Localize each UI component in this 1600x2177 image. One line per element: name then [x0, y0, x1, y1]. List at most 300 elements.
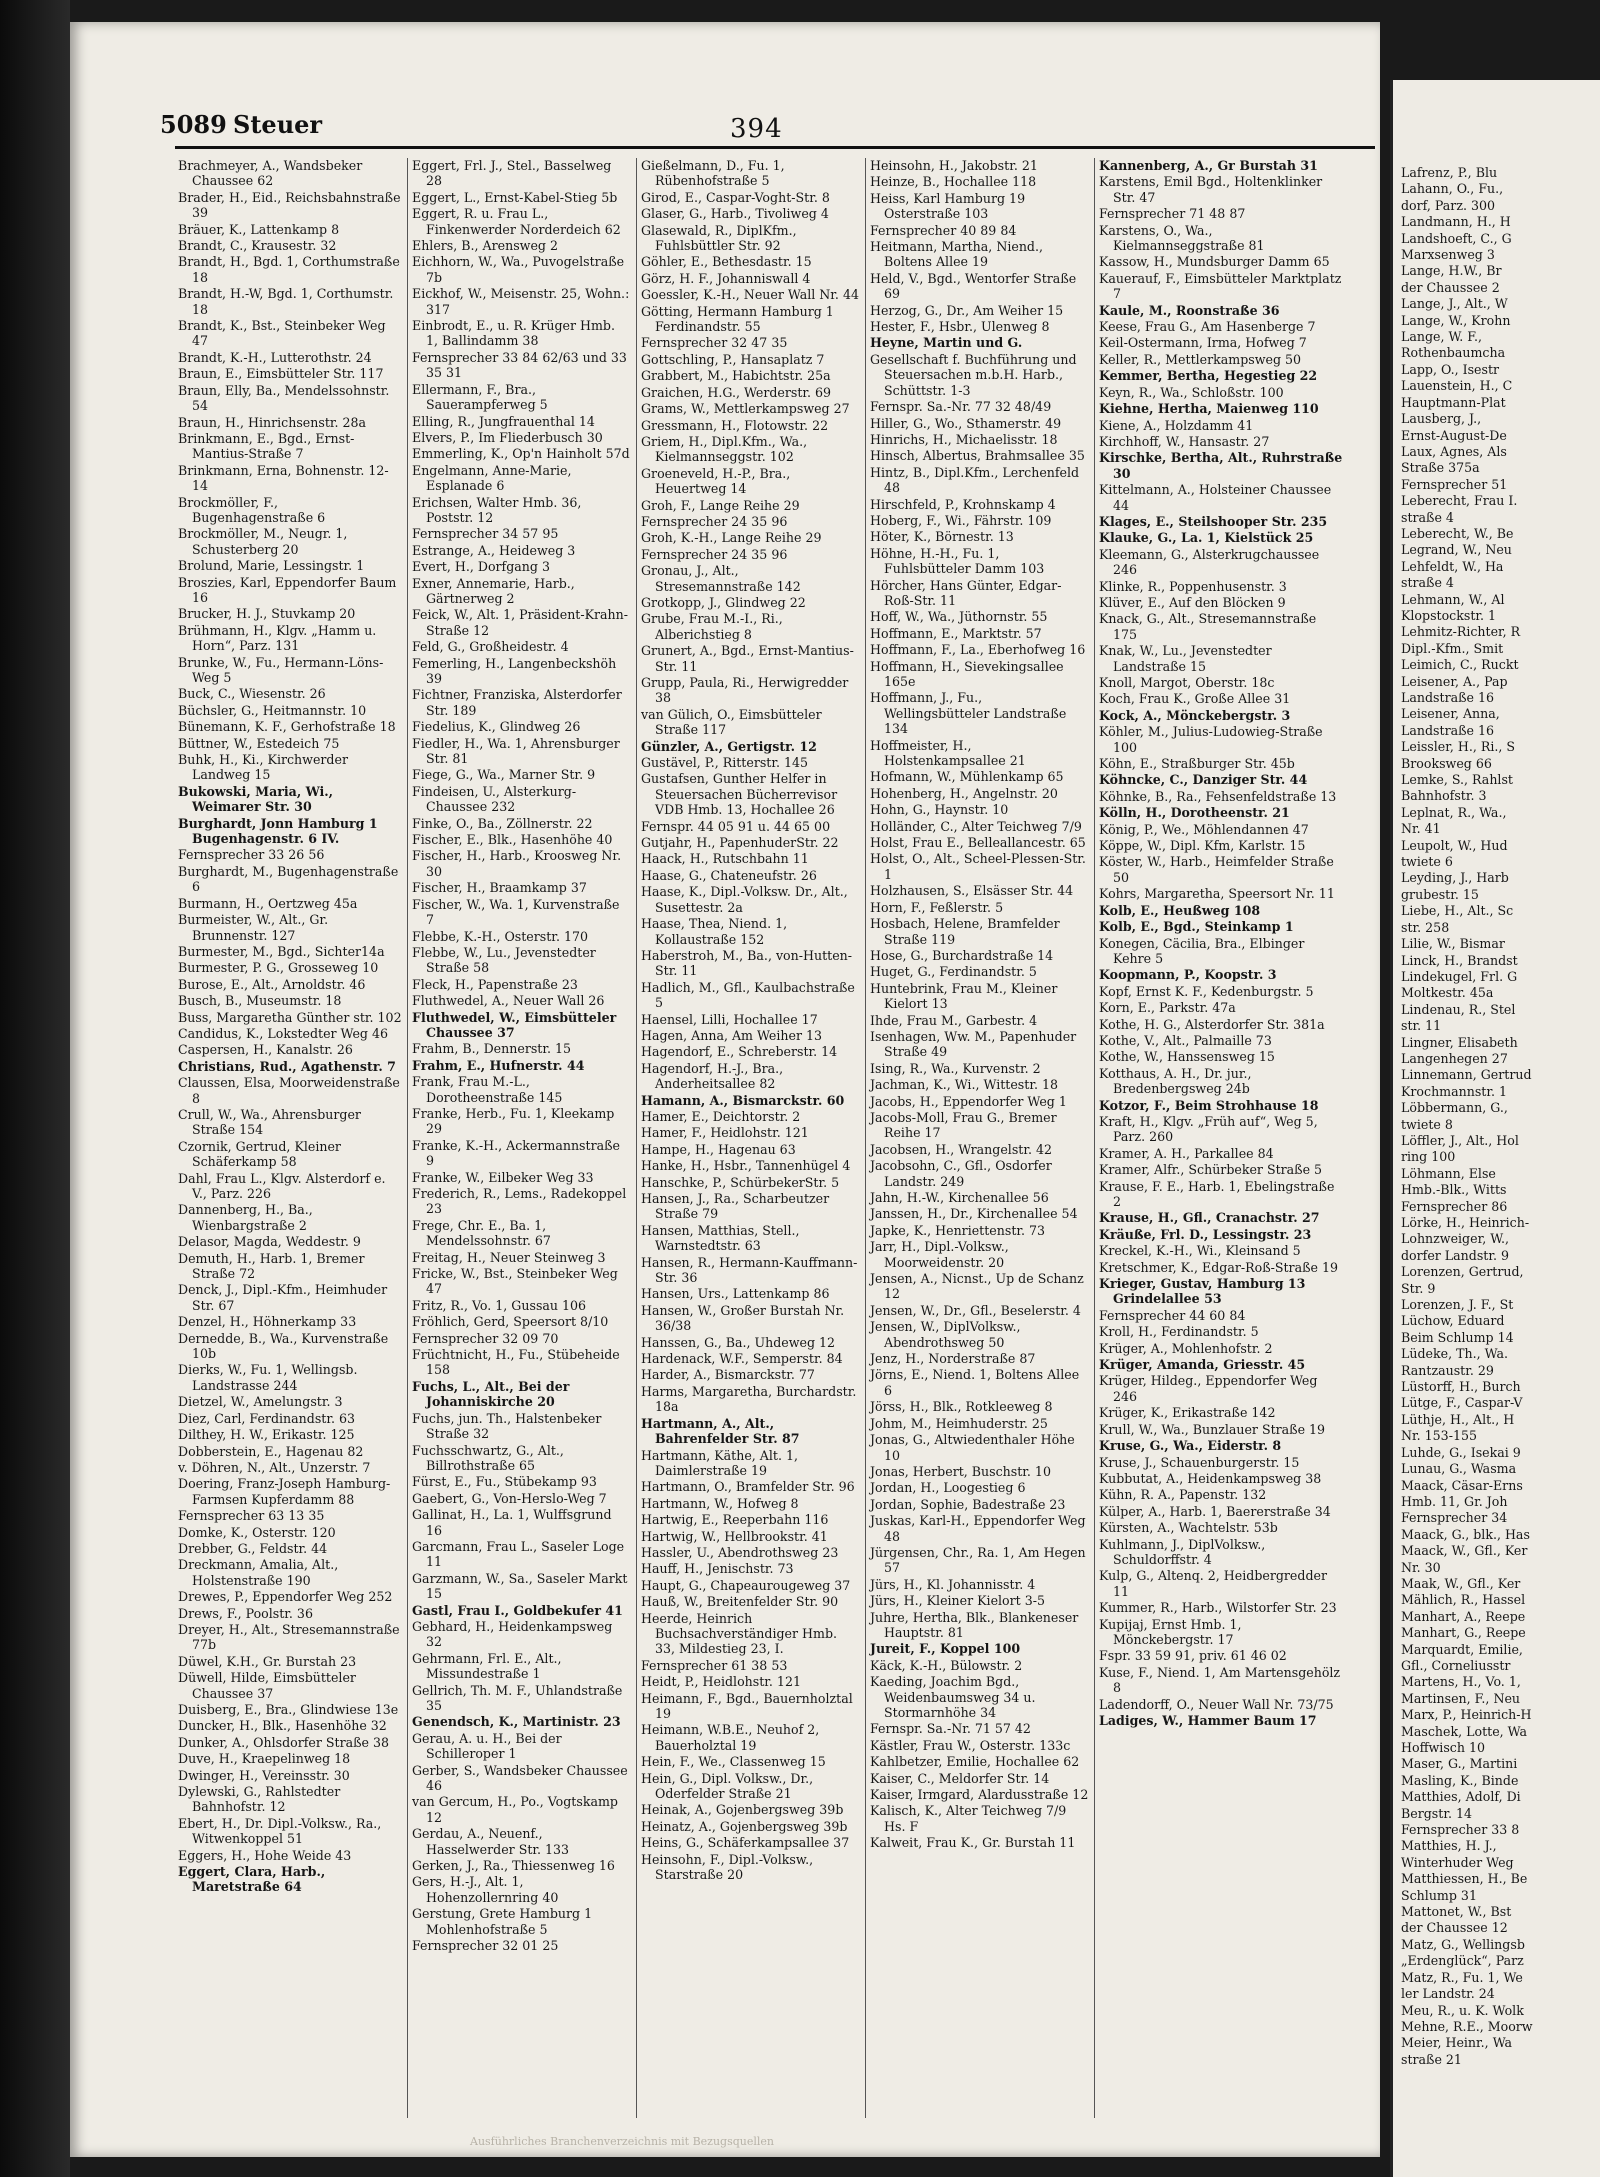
directory-entry: Dannenberg, H., Ba., Wienbargstraße 2	[178, 1202, 313, 1233]
entry-column-4	[865, 158, 1089, 2118]
directory-entry: Brucker, H. J., Stuvkamp 20	[178, 606, 356, 622]
directory-entry: Jachman, K., Wi., Wittestr. 18	[870, 1077, 1058, 1093]
directory-entry: Gutjahr, H., PapenhuderStr. 22	[641, 835, 839, 851]
directory-entry: Fernsprecher 24 35 96	[641, 546, 788, 562]
directory-entry: Heinze, B., Hochallee 118	[870, 174, 1037, 190]
next-page-entry-fragment: Straße 375a	[1401, 460, 1480, 476]
directory-entry: Jacobsohn, C., Gfl., Osdorfer Landstr. 249	[870, 1158, 1052, 1189]
directory-entry: Dietzel, W., Amelungstr. 3	[178, 1394, 343, 1410]
directory-entry: Gressmann, H., Flotowstr. 22	[641, 417, 829, 433]
directory-entry: Brühmann, H., Klgv. „Hamm u. Horn“, Parz. 131	[178, 622, 377, 654]
directory-entry: Ehlers, B., Arensweg 2	[412, 238, 558, 254]
directory-entry: Czornik, Gertrud, Kleiner Schäferkamp 58	[178, 1138, 341, 1170]
directory-entry: Grabbert, M., Habichtstr. 25a	[641, 368, 831, 384]
directory-entry: Brandt, H., Bgd. 1, Corthumstraße 18	[178, 254, 400, 285]
directory-entry: Göhler, E., Bethesdastr. 15	[641, 254, 812, 270]
directory-entry: Frank, Frau M.-L., Dorotheenstraße 145	[412, 1074, 563, 1105]
directory-entry: Denck, J., Dipl.-Kfm., Heimhuder Str. 67	[178, 1282, 388, 1313]
next-page-entry-fragment: Str. 9	[1401, 1280, 1436, 1296]
directory-entry: Burmester, M., Bgd., Sichter14a	[178, 943, 385, 959]
next-page-entry-fragment: Mattonet, W., Bst	[1401, 1904, 1512, 1920]
directory-entry: Demuth, H., Harb. 1, Bremer Straße 72	[178, 1250, 365, 1282]
next-page-entry-fragment: Maack, G., blk., Has	[1401, 1526, 1530, 1542]
directory-entry: Einbrodt, E., u. R. Krüger Hmb. 1, Ballindamm 38	[412, 318, 616, 349]
next-page-entry-fragment: Nr. 153-155	[1401, 1428, 1477, 1444]
directory-entry: Holländer, C., Alter Teichweg 7/9	[870, 818, 1082, 834]
directory-entry: Brunke, W., Fu., Hermann-Löns-Weg 5	[178, 654, 384, 685]
next-page-entry-fragment: Leberecht, W., Be	[1401, 525, 1514, 541]
directory-entry: Jordan, Sophie, Badestraße 23	[870, 1496, 1066, 1512]
directory-entry: Juskas, Karl-H., Eppendorfer Weg 48	[870, 1513, 1086, 1544]
next-page-entry-fragment: Lange, W. F.,	[1401, 329, 1483, 345]
directory-entry: Kuse, F., Niend. 1, Am Martensgehölz 8	[1099, 1664, 1341, 1696]
next-page-entry-fragment: Löhmann, Else	[1401, 1165, 1496, 1181]
directory-entry: Haensel, Lilli, Hochallee 17	[641, 1011, 818, 1027]
next-page-entry-fragment: Winterhuder Weg	[1401, 1854, 1514, 1870]
next-page-entry-fragment: Marxsenweg 3	[1401, 247, 1495, 263]
directory-entry: Ladiges, W., Hammer Baum 17	[1099, 1713, 1317, 1728]
next-page-entry-fragment: Langenhegen 27	[1401, 1050, 1508, 1066]
directory-entry: Fuchsschwartz, G., Alt., Billrothstraße 65	[412, 1442, 564, 1473]
directory-entry: Hoffmann, H., Sievekingsallee 165e	[870, 658, 1064, 689]
directory-entry: Held, V., Bgd., Wentorfer Straße 69	[870, 270, 1077, 302]
next-page-entry-fragment: Dipl.-Kfm., Smit	[1401, 640, 1504, 656]
directory-entry: Brockmöller, M., Neugr. 1, Schusterberg 20	[178, 526, 348, 557]
directory-entry: Jacobs, H., Eppendorfer Weg 1	[870, 1093, 1067, 1109]
directory-entry: Doering, Franz-Joseph Hamburg-Farmsen Kupferdamm 88	[178, 1476, 391, 1507]
directory-entry: Fürst, E., Fu., Stübekamp 93	[412, 1474, 597, 1490]
directory-entry: Gehrmann, Frl. E., Alt., Missundestraße 1	[412, 1650, 562, 1682]
directory-entry: Kupijaj, Ernst Hmb. 1, Mönckebergstr. 17	[1099, 1616, 1242, 1647]
directory-entry: Genendsch, K., Martinistr. 23	[412, 1714, 621, 1730]
directory-entry: Hansen, Urs., Lattenkamp 86	[641, 1286, 830, 1302]
directory-entry: Kulp, G., Altenq. 2, Heidbergredder 11	[1099, 1568, 1327, 1599]
directory-entry: Bräuer, K., Lattenkamp 8	[178, 221, 340, 237]
directory-entry: Fernsprecher 63 13 35	[178, 1508, 325, 1524]
directory-entry: Burghardt, M., Bugenhagenstraße 6	[178, 863, 399, 895]
directory-entry: Bünemann, K. F., Gerhofstraße 18	[178, 719, 396, 735]
directory-entry: Kölln, H., Dorotheenstr. 21	[1099, 805, 1290, 821]
directory-entry: Delasor, Magda, Weddestr. 9	[178, 1234, 361, 1250]
directory-entry: Kaeding, Joachim Bgd., Weidenbaumsweg 34 u. Stormarnhöhe 34	[870, 1674, 1036, 1720]
directory-entry: Kothe, W., Hanssensweg 15	[1099, 1049, 1275, 1065]
directory-entry: Hohenberg, H., Angelnstr. 20	[870, 785, 1058, 801]
directory-entry: Gottschling, P., Hansaplatz 7	[641, 351, 825, 367]
directory-entry: Hagen, Anna, Am Weiher 13	[641, 1027, 823, 1043]
directory-entry: Hinrichs, H., Michaelisstr. 18	[870, 431, 1058, 447]
directory-entry: Fernsprecher 32 47 35	[641, 335, 788, 351]
book-gutter	[0, 0, 70, 2177]
directory-entry: Kothe, V., Alt., Palmaille 73	[1099, 1032, 1272, 1048]
next-page-entry-fragment: Gfl., Corneliusstr	[1401, 1657, 1511, 1673]
directory-entry: Gebhard, H., Heidenkampsweg 32	[412, 1618, 613, 1650]
directory-entry: Fernsprecher 34 57 95	[412, 526, 559, 542]
directory-entry: Duve, H., Kraepelinweg 18	[178, 1751, 351, 1767]
directory-entry: Bukowski, Maria, Wi., Weimarer Str. 30	[178, 783, 334, 815]
directory-entry: Hinsch, Albertus, Brahmsallee 35	[870, 448, 1085, 464]
entry-column-1	[178, 158, 402, 2118]
directory-entry: Brandt, C., Krausestr. 32	[178, 238, 337, 254]
directory-entry: Kolb, E., Bgd., Steinkamp 1	[1099, 919, 1294, 935]
directory-entry: Elvers, P., Im Fliederbusch 30	[412, 429, 603, 445]
directory-entry: Karstens, O., Wa., Kielmannseggstraße 81	[1099, 222, 1265, 254]
directory-entry: Fischer, H., Harb., Kroosweg Nr. 30	[412, 848, 622, 879]
directory-entry: Fernsprecher 40 89 84	[870, 222, 1017, 238]
directory-entry: Knoll, Margot, Oberstr. 18c	[1099, 675, 1275, 690]
directory-entry: Estrange, A., Heideweg 3	[412, 542, 576, 558]
directory-entry: Domke, K., Osterstr. 120	[178, 1524, 336, 1540]
directory-entry: Hoffmann, J., Fu., Wellingsbütteler Landstraße 134	[870, 690, 1067, 737]
directory-entry: Kuhlmann, J., DiplVolksw., Schuldorffstr. 4	[1099, 1536, 1266, 1567]
next-page-entry-fragment: Matz, R., Fu. 1, We	[1401, 1969, 1523, 1985]
directory-entry: Kiene, A., Holzdamm 41	[1099, 417, 1254, 433]
directory-entry: Büttner, W., Estedeich 75	[178, 735, 340, 751]
directory-entry: Fernspr. 44 05 91 u. 44 65 00	[641, 818, 831, 834]
directory-entry: Früchtnicht, H., Fu., Stübeheide 158	[412, 1347, 620, 1378]
directory-entry: Gesellschaft f. Buchführung und Steuersachen m.b.H. Harb., Schüttstr. 1-3	[870, 351, 1077, 398]
next-page-entry-fragment: dorf, Parz. 300	[1401, 197, 1495, 213]
directory-entry: van Gercum, H., Po., Vogtskamp 12	[412, 1794, 618, 1825]
next-page-entry-fragment: Landmann, H., H	[1401, 214, 1511, 230]
directory-entry: Frahm, E., Hufnerstr. 44	[412, 1057, 585, 1073]
next-page-entry-fragment: Krochmannstr. 1	[1401, 1083, 1508, 1099]
next-page-entry-fragment: Lorenzen, J. F., St	[1401, 1297, 1514, 1313]
next-page-entry-fragment: Lingner, Elisabeth	[1401, 1034, 1518, 1050]
directory-entry: Fröhlich, Gerd, Speersort 8/10	[412, 1314, 609, 1330]
directory-entry: Fernspr. Sa.-Nr. 71 57 42	[870, 1721, 1031, 1737]
directory-entry: Köster, W., Harb., Heimfelder Straße 50	[1099, 854, 1334, 885]
directory-entry: Klauke, G., La. 1, Kielstück 25	[1099, 530, 1314, 546]
directory-entry: Brinkmann, Erna, Bohnenstr. 12-14	[178, 462, 389, 494]
next-page-entry-fragment: „Erdenglück“, Parz	[1401, 1953, 1524, 1969]
directory-entry: Krüger, Amanda, Griesstr. 45	[1099, 1357, 1306, 1373]
directory-entry: Buck, C., Wiesenstr. 26	[178, 686, 326, 702]
directory-entry: Hansen, Matthias, Stell., Warnstedtstr. 63	[641, 1222, 800, 1254]
next-page-entry-fragment: Lange, H.W., Br	[1401, 263, 1502, 279]
directory-entry: Fspr. 33 59 91, priv. 61 46 02	[1099, 1648, 1287, 1664]
directory-entry: Jensen, W., DiplVolksw., Abendrothsweg 50	[870, 1319, 1021, 1350]
directory-entry: Kaule, M., Roonstraße 36	[1099, 302, 1280, 318]
next-page-entry-fragment: Lohnzweiger, W.,	[1401, 1231, 1509, 1247]
next-page-entry-fragment: Leberecht, Frau I.	[1401, 493, 1518, 509]
directory-entry: Korn, E., Parkstr. 47a	[1099, 1000, 1236, 1016]
directory-entry: Flebbe, K.-H., Osterstr. 170	[412, 928, 588, 944]
directory-entry: Fernspr. Sa.-Nr. 77 32 48/49	[870, 399, 1052, 415]
next-page-entry-fragment: str. 11	[1401, 1018, 1442, 1034]
directory-entry: Heinatz, A., Gojenbergsweg 39b	[641, 1818, 848, 1834]
directory-entry: Fichtner, Franziska, Alsterdorfer Str. 189	[412, 687, 622, 718]
directory-entry: Hansen, J., Ra., Scharbeutzer Straße 79	[641, 1191, 830, 1222]
directory-entry: Haase, G., Chateneufstr. 26	[641, 867, 817, 883]
directory-entry: Garcmann, Frau L., Saseler Loge 11	[412, 1538, 625, 1570]
next-page-entry-fragment: Maser, G., Martini	[1401, 1756, 1518, 1772]
directory-entry: Glasewald, R., DiplKfm., Fuhlsbüttler Str. 92	[641, 222, 797, 254]
next-page-entry-fragment: Hauptmann-Plat	[1401, 394, 1506, 410]
directory-entry: Holst, Frau E., Belleallancestr. 65	[870, 835, 1086, 851]
directory-entry: Hamann, A., Bismarckstr. 60	[641, 1092, 845, 1108]
directory-entry: Dernedde, B., Wa., Kurvenstraße 10b	[178, 1330, 389, 1362]
directory-entry: Keller, R., Mettlerkampsweg 50	[1099, 351, 1302, 367]
directory-entry: Frederich, R., Lems., Radekoppel 23	[412, 1186, 627, 1217]
directory-entry: Haupt, G., Chapeaurougeweg 37	[641, 1577, 851, 1593]
next-page-entry-fragment: Lemke, S., Rahlst	[1401, 772, 1513, 788]
directory-entry: Jacobsen, H., Wrangelstr. 42	[870, 1141, 1053, 1157]
directory-entry: Haase, K., Dipl.-Volksw. Dr., Alt., Susettestr. 2a	[641, 884, 848, 915]
directory-entry: Burmann, H., Oertzweg 45a	[178, 895, 358, 911]
next-page-entry-fragment: Masling, K., Binde	[1401, 1772, 1519, 1788]
next-page-entry-fragment: Laux, Agnes, Als	[1401, 443, 1507, 459]
directory-entry: Keil-Ostermann, Irma, Hofweg 7	[1099, 335, 1307, 351]
directory-entry: Eggert, Clara, Harb., Maretstraße 64	[178, 1864, 326, 1895]
directory-entry: Kummer, R., Harb., Wilstorfer Str. 23	[1099, 1600, 1337, 1616]
directory-entry: Ebert, H., Dr. Dipl.-Volksw., Ra., Witwenkoppel 51	[178, 1815, 382, 1847]
directory-entry: Kothe, H. G., Alsterdorfer Str. 381a	[1099, 1016, 1325, 1032]
directory-entry: Juhre, Hertha, Blk., Blankeneser Hauptstr. 81	[870, 1609, 1079, 1640]
next-page-entry-fragment: Moltkestr. 45a	[1401, 985, 1494, 1001]
directory-entry: Finke, O., Ba., Zöllnerstr. 22	[412, 815, 593, 831]
next-page-entry-fragment: Matz, G., Wellingsb	[1401, 1936, 1525, 1952]
directory-entry: Götting, Hermann Hamburg 1 Ferdinandstr. 55	[641, 303, 834, 335]
directory-entry: Fernsprecher 32 01 25	[412, 1938, 559, 1954]
next-page-entry-fragment: Lehmann, W., Al	[1401, 591, 1505, 607]
directory-entry: Hiller, G., Wo., Sthamerstr. 49	[870, 415, 1062, 431]
next-page-entry-fragment: Lüthje, H., Alt., H	[1401, 1411, 1515, 1427]
directory-entry: Hoffmann, F., La., Eberhofweg 16	[870, 642, 1086, 658]
directory-entry: Groh, K.-H., Lange Reihe 29	[641, 530, 822, 546]
directory-entry: Burmester, P. G., Grosseweg 10	[178, 960, 379, 976]
directory-entry: Fernsprecher 44 60 84	[1099, 1307, 1246, 1323]
next-page-entry-fragment: Lange, J., Alt., W	[1401, 296, 1508, 312]
directory-entry: Kramer, A. H., Parkallee 84	[1099, 1145, 1274, 1161]
next-page-entry-fragment: Lafrenz, P., Blu	[1401, 165, 1498, 180]
next-page-entry-fragment: Maschek, Lotte, Wa	[1401, 1723, 1528, 1739]
directory-entry: Holst, O., Alt., Scheel-Plessen-Str. 1	[870, 851, 1086, 882]
directory-entry: Kassow, H., Mundsburger Damm 65	[1099, 254, 1330, 270]
directory-entry: Groeneveld, H.-P., Bra., Heuertweg 14	[641, 465, 791, 497]
next-page-entry-fragment: Brooksweg 66	[1401, 755, 1492, 771]
directory-entry: Jürs, H., Kleiner Kielort 3-5	[870, 1593, 1046, 1609]
directory-entry: Knack, G., Alt., Stresemannstraße 175	[1099, 611, 1317, 642]
directory-entry: Köhncke, C., Danziger Str. 44	[1099, 772, 1308, 788]
directory-entry: Engelmann, Anne-Marie, Esplanade 6	[412, 462, 572, 494]
section-title: Steuer	[233, 110, 323, 139]
directory-entry: Feick, W., Alt. 1, Präsident-Krahn-Straße 12	[412, 607, 629, 638]
directory-entry: Heyne, Martin und G.	[870, 335, 1023, 351]
next-page-entry-fragment: str. 258	[1401, 919, 1450, 935]
page-number: 394	[730, 114, 783, 144]
next-page-entry-fragment: twiete 8	[1401, 1116, 1453, 1132]
directory-entry: Fernsprecher 61 38 53	[641, 1657, 788, 1673]
book-number: 5089	[160, 110, 227, 139]
directory-entry: Heidt, P., Heidlohstr. 121	[641, 1674, 801, 1690]
directory-entry: Grams, W., Mettlerkampsweg 27	[641, 401, 850, 417]
directory-entry: Hampe, H., Hagenau 63	[641, 1141, 796, 1157]
directory-entry: Buss, Margaretha Günther str. 102	[178, 1009, 402, 1025]
directory-entry: Freitag, H., Neuer Steinweg 3	[412, 1249, 606, 1265]
directory-entry: Eggert, L., Ernst-Kabel-Stieg 5b	[412, 189, 618, 205]
directory-entry: Ihde, Frau M., Garbestr. 4	[870, 1012, 1038, 1028]
next-page-entry-fragment: Maack, W., Gfl., Ker	[1401, 1543, 1528, 1559]
directory-entry: Kruse, J., Schauenburgerstr. 15	[1099, 1454, 1300, 1470]
next-page-entry-fragment: Lahann, O., Fu.,	[1401, 181, 1504, 197]
directory-entry: Heinsohn, H., Jakobstr. 21	[870, 158, 1038, 173]
next-page-entry-fragment: Martinsen, F., Neu	[1401, 1690, 1521, 1706]
next-page-entry-fragment: Meier, Heinr., Wa	[1401, 2035, 1513, 2051]
directory-entry: Emmerling, K., Op'n Hainholt 57d	[412, 446, 630, 462]
directory-entry: Holzhausen, S., Elsässer Str. 44	[870, 883, 1074, 899]
directory-entry: Crull, W., Wa., Ahrensburger Straße 154	[178, 1106, 361, 1138]
directory-entry: Kästler, Frau W., Osterstr. 133c	[870, 1737, 1071, 1753]
directory-entry: Dwinger, H., Vereinsstr. 30	[178, 1767, 350, 1783]
directory-entry: Gießelmann, D., Fu. 1, Rübenhofstraße 5	[641, 158, 785, 189]
directory-entry: Koopmann, P., Koopstr. 3	[1099, 967, 1277, 983]
directory-entry: Busch, B., Museumstr. 18	[178, 993, 342, 1009]
directory-entry: Fleck, H., Papenstraße 23	[412, 976, 578, 992]
next-page-entry-fragment: Maak, W., Gfl., Ker	[1401, 1575, 1521, 1591]
directory-entry: Büchsler, G., Heitmannstr. 10	[178, 702, 367, 718]
directory-entry: Hörcher, Hans Günter, Edgar-Roß-Str. 11	[870, 577, 1062, 608]
directory-entry: Fernsprecher 24 35 96	[641, 513, 788, 529]
directory-entry: Gerdau, A., Neuenf., Hasselwerder Str. 133	[412, 1826, 570, 1857]
directory-entry: Heinsohn, F., Dipl.-Volksw., Starstraße 20	[641, 1851, 814, 1883]
directory-entry: Dunker, A., Ohlsdorfer Straße 38	[178, 1734, 389, 1750]
directory-entry: Kolb, E., Heußweg 108	[1099, 902, 1261, 918]
directory-entry: Drewes, P., Eppendorfer Weg 252	[178, 1589, 393, 1605]
next-page-entry-fragment: Schlump 31	[1401, 1887, 1477, 1903]
directory-entry: Klinke, R., Poppenhusenstr. 3	[1099, 578, 1287, 594]
next-page-entry-fragment: Fernsprecher 33 8	[1401, 1822, 1520, 1838]
directory-entry: Fischer, H., Braamkamp 37	[412, 880, 587, 896]
entry-column-2	[407, 158, 631, 2118]
directory-entry: Eggers, H., Hohe Weide 43	[178, 1847, 352, 1863]
directory-entry: Dylewski, G., Rahlstedter Bahnhofstr. 12	[178, 1784, 341, 1815]
directory-entry: Hamer, F., Heidlohstr. 121	[641, 1125, 809, 1141]
directory-entry: Isenhagen, Ww. M., Papenhuder Straße 49	[870, 1028, 1077, 1060]
directory-entry: Kramer, Alfr., Schürbeker Straße 5	[1099, 1162, 1323, 1178]
next-page-entry-fragment: Matthiessen, H., Be	[1401, 1871, 1528, 1887]
directory-entry: Jensen, A., Nicnst., Up de Schanz 12	[870, 1271, 1084, 1302]
directory-entry: Jörns, E., Niend. 1, Boltens Allee 6	[870, 1367, 1080, 1398]
directory-entry: Krüger, A., Mohlenhofstr. 2	[1099, 1340, 1273, 1356]
directory-entry: Exner, Annemarie, Harb., Gärtnerweg 2	[412, 575, 575, 606]
next-page-column	[1401, 165, 1600, 2068]
next-page-entry-fragment: Leisener, Anna,	[1401, 706, 1500, 722]
directory-entry: Ladendorff, O., Neuer Wall Nr. 73/75	[1099, 1696, 1334, 1712]
next-page-entry-fragment: Mehne, R.E., Moorw	[1401, 2018, 1533, 2034]
directory-entry: Gastl, Frau I., Goldbekufer 41	[412, 1602, 623, 1618]
next-page-entry-fragment: Löffler, J., Alt., Hol	[1401, 1132, 1519, 1148]
directory-entry: Hauß, W., Breitenfelder Str. 90	[641, 1594, 839, 1610]
next-page-entry-fragment: Lehmitz-Richter, R	[1401, 624, 1521, 640]
directory-entry: Fernsprecher 33 26 56	[178, 847, 325, 863]
next-page-entry-fragment: ler Landstr. 24	[1401, 1986, 1495, 2002]
directory-entry: Frege, Chr. E., Ba. 1, Mendelssohnstr. 67	[412, 1217, 551, 1249]
directory-entry: Caspersen, H., Kanalstr. 26	[178, 1042, 353, 1058]
directory-entry: Hanschke, P., SchürbekerStr. 5	[641, 1174, 840, 1190]
directory-entry: Gellrich, Th. M. F., Uhlandstraße 35	[412, 1682, 623, 1713]
directory-entry: Kroll, H., Ferdinandstr. 5	[1099, 1324, 1259, 1340]
directory-entry: Burghardt, Jonn Hamburg 1 Bugenhagenstr. 6 IV.	[178, 815, 378, 847]
directory-entry: Jensen, W., Dr., Gfl., Beselerstr. 4	[870, 1302, 1081, 1318]
next-page-entry-fragment: Meu, R., u. K. Wolk	[1401, 2002, 1524, 2018]
next-page-entry-fragment: Lange, W., Krohn	[1401, 312, 1511, 328]
next-page-entry-fragment: Leyding, J., Harb	[1401, 870, 1509, 886]
directory-entry: Candidus, K., Lokstedter Weg 46	[178, 1025, 389, 1041]
directory-entry: Glaser, G., Harb., Tivoliweg 4	[641, 206, 829, 222]
directory-entry: Heinak, A., Gojenbergsweg 39b	[641, 1802, 844, 1818]
directory-entry: Hagendorf, H.-J., Bra., Anderheitsallee 82	[641, 1060, 784, 1092]
directory-entry: Heimann, W.B.E., Neuhof 2, Bauerholztal 19	[641, 1722, 820, 1753]
next-page-entry-fragment: Leimich, C., Ruckt	[1401, 657, 1519, 673]
directory-entry: Dahl, Frau L., Klgv. Alsterdorf e. V., Parz. 226	[178, 1170, 386, 1201]
next-page-entry-fragment: straße 4	[1401, 575, 1454, 591]
directory-entry: Klages, E., Steilshooper Str. 235	[1099, 513, 1328, 529]
directory-entry: Feld, G., Großheidestr. 4	[412, 639, 569, 655]
next-page-entry-fragment: Linnemann, Gertrud	[1401, 1067, 1532, 1083]
directory-entry: Drebber, G., Feldstr. 44	[178, 1540, 328, 1556]
directory-entry: Buhk, H., Ki., Kirchwerder Landweg 15	[178, 752, 348, 783]
next-page-entry-fragment: Manhart, G., Reepe	[1401, 1625, 1526, 1641]
directory-entry: Garzmann, W., Sa., Saseler Markt 15	[412, 1570, 628, 1602]
next-page-entry-fragment: straße 21	[1401, 2051, 1462, 2067]
directory-entry: Kräuße, Frl. D., Lessingstr. 23	[1099, 1226, 1312, 1242]
directory-entry: Hansen, W., Großer Burstah Nr. 36/38	[641, 1302, 845, 1334]
directory-entry: Eggert, R. u. Frau L., Finkenwerder Norderdeich 62	[412, 206, 621, 237]
next-page-entry-fragment: Fernsprecher 86	[1401, 1198, 1508, 1214]
directory-entry: Kiehne, Hertha, Maienweg 110	[1099, 401, 1319, 417]
directory-entry: Frahm, B., Dennerstr. 15	[412, 1041, 572, 1057]
directory-entry: Eickhof, W., Meisenstr. 25, Wohn.: 317	[412, 286, 630, 317]
directory-entry: König, P., We., Möhlendannen 47	[1099, 821, 1309, 837]
next-page-entry-fragment: Bergstr. 14	[1401, 1805, 1472, 1821]
directory-entry: Findeisen, U., Alsterkurg-Chaussee 232	[412, 783, 577, 815]
directory-entry: Duisberg, E., Bra., Glindwiese 13e	[178, 1702, 399, 1717]
directory-entry: Elling, R., Jungfrauenthal 14	[412, 413, 595, 429]
directory-entry: Franke, K.-H., Ackermannstraße 9	[412, 1137, 620, 1169]
next-page-entry-fragment: Fernsprecher 51	[1401, 476, 1508, 492]
directory-entry: Brandt, K., Bst., Steinbeker Weg 47	[178, 318, 386, 349]
directory-entry: Höter, K., Börnestr. 13	[870, 529, 1014, 545]
directory-entry: Fernsprecher 33 84 62/63 und 33 35 31	[412, 349, 627, 381]
next-page-entry-fragment: Leisener, A., Pap	[1401, 673, 1508, 689]
directory-entry: Claussen, Elsa, Moorweidenstraße 8	[178, 1075, 400, 1106]
directory-entry: Hartmann, A., Alt., Bahrenfelder Str. 87	[641, 1415, 800, 1447]
directory-entry: Kraft, H., Klgv. „Früh auf“, Weg 5, Parz. 260	[1099, 1113, 1318, 1145]
directory-entry: Kotthaus, A. H., Dr. jur., Bredenbergsweg 24b	[1099, 1065, 1252, 1097]
directory-entry: Hartmann, O., Bramfelder Str. 96	[641, 1479, 855, 1495]
directory-entry: Hoberg, F., Wi., Fährstr. 109	[870, 512, 1052, 528]
directory-entry: Heerde, Heinrich Buchsachverständiger Hmb. 33, Mildestieg 23, I.	[641, 1610, 838, 1657]
directory-entry: Kotzor, F., Beim Strohhause 18	[1099, 1097, 1319, 1113]
directory-entry: Diez, Carl, Ferdinandstr. 63	[178, 1410, 356, 1426]
directory-entry: Hartmann, W., Hofweg 8	[641, 1495, 799, 1511]
directory-entry: Dilthey, H. W., Erikastr. 125	[178, 1427, 355, 1443]
next-page-entry-fragment: Beim Schlump 14	[1401, 1329, 1514, 1345]
next-page-entry-fragment: Legrand, W., Neu	[1401, 542, 1512, 558]
directory-entry: Hartwig, E., Reeperbahn 116	[641, 1512, 829, 1528]
next-page-entry-fragment: ring 100	[1401, 1149, 1456, 1165]
directory-entry: Kaiser, C., Meldorfer Str. 14	[870, 1770, 1050, 1786]
directory-entry: Konegen, Cäcilia, Bra., Elbinger Kehre 5	[1099, 935, 1305, 966]
next-page-entry-fragment: Lunau, G., Wasma	[1401, 1461, 1517, 1477]
directory-entry: Ellermann, F., Bra., Sauerampferweg 5	[412, 381, 548, 413]
directory-entry: Köhn, E., Straßburger Str. 45b	[1099, 756, 1295, 772]
directory-entry: Klüver, E., Auf den Blöcken 9	[1099, 594, 1286, 610]
next-page-entry-fragment: Linck, H., Brandst	[1401, 952, 1518, 968]
directory-entry: Kreckel, K.-H., Wi., Kleinsand 5	[1099, 1243, 1301, 1259]
next-page-entry-fragment: Landstraße 16	[1401, 690, 1494, 705]
directory-entry: Johm, M., Heimhuderstr. 25	[870, 1415, 1048, 1431]
